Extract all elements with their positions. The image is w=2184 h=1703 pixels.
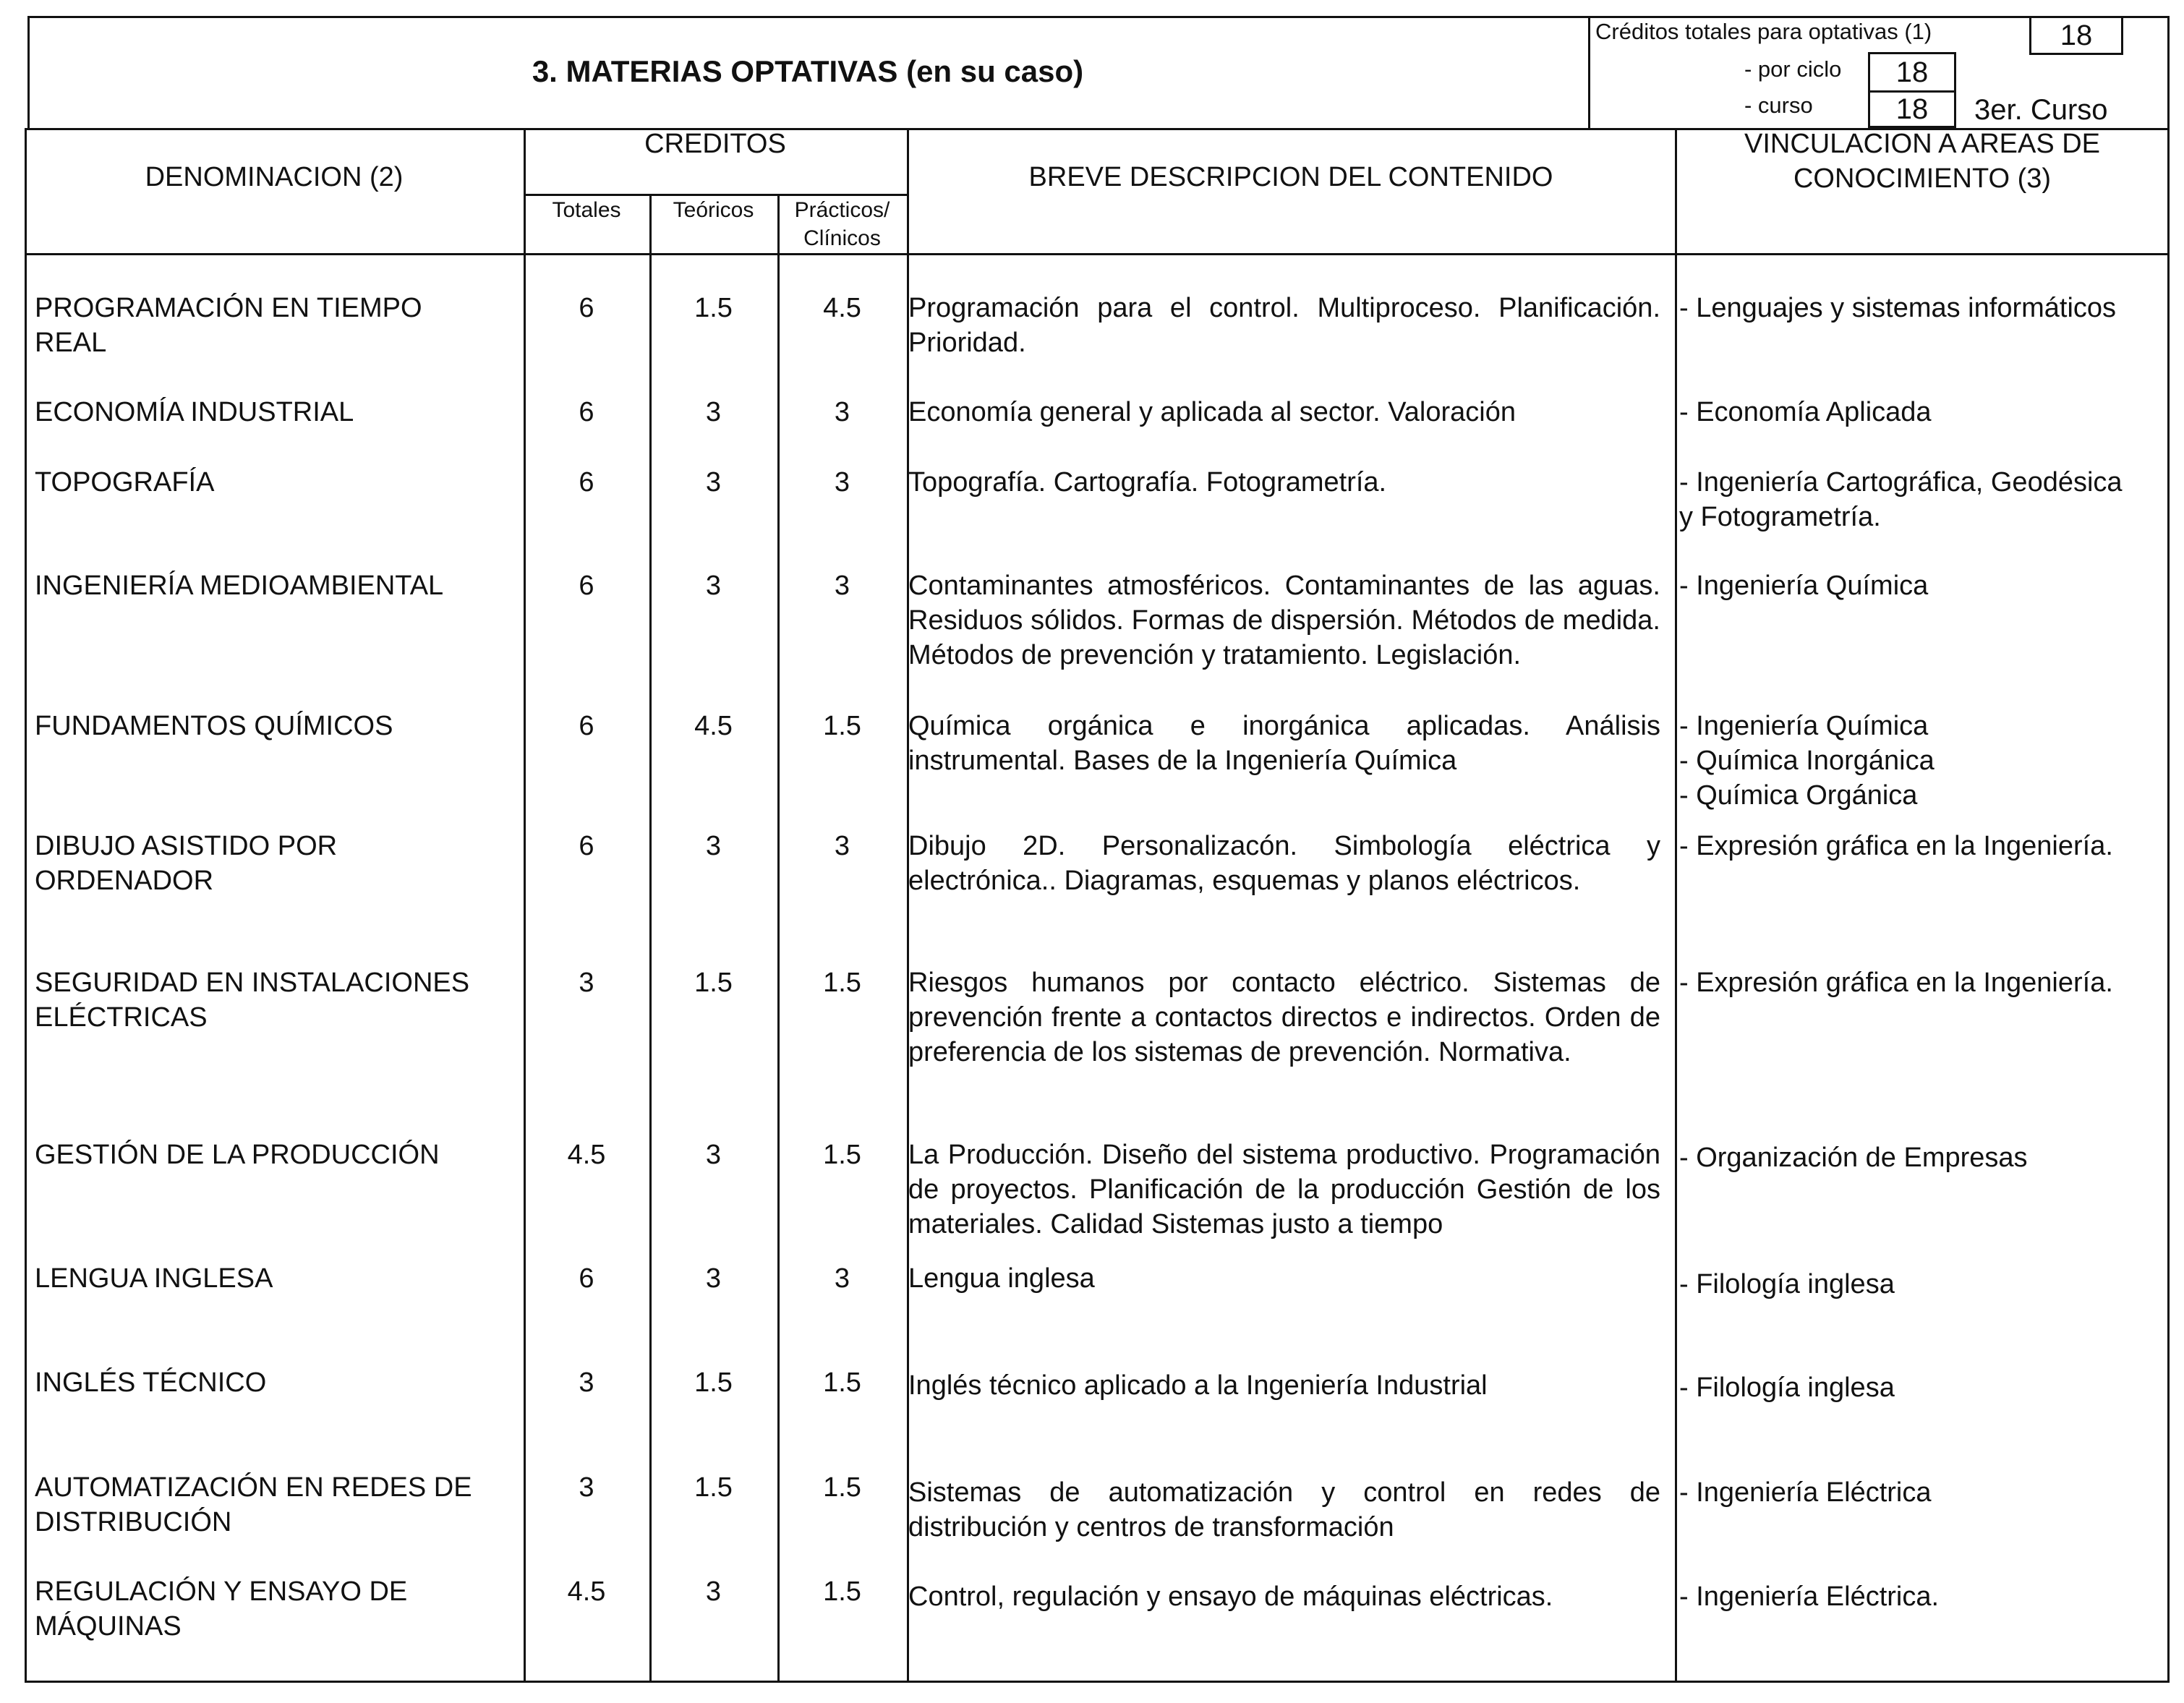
row-name: GESTIÓN DE LA PRODUCCIÓN [35,1140,440,1170]
creditos-totales-value: 18 [2029,16,2123,55]
row-descripcion: Programación para el control. Multiproceso. Planificación. Prioridad. [908,293,1660,358]
row-practicos: 1.5 [823,968,861,998]
col-header-creditos: CREDITOS [644,129,786,159]
row-name: ECONOMÍA INDUSTRIAL [35,397,354,427]
row-areas [1679,1370,2149,1405]
row-totales: 4.5 [567,1576,606,1607]
row-name: INGLÉS TÉCNICO [35,1367,267,1398]
area-item: - Filología inglesa [1679,1269,1895,1299]
row-totales: 6 [579,571,594,601]
header-divider [1588,16,1590,130]
row-descripcion: Control, regulación y ensayo de máquinas eléctricas. [908,1582,1553,1612]
row-descripcion: Topografía. Cartografía. Fotogrametría. [908,467,1387,498]
curso-label: - curso [1744,93,1813,118]
row-areas [1679,395,2149,430]
area-item: - Organización de Empresas [1679,1143,2028,1173]
row-teoricos: 1.5 [694,1367,733,1398]
col-header-denominacion: DENOMINACION (2) [145,162,404,192]
row-teoricos: 1.5 [694,968,733,998]
row-teoricos: 3 [705,1263,722,1294]
row-name: REGULACIÓN Y ENSAYO DE MÁQUINAS [35,1576,408,1642]
curso-value: 18 [1868,90,1956,128]
section-title: 3. MATERIAS OPTATIVAS (en su caso) [532,54,1084,88]
row-areas [1679,1140,2149,1175]
row-descripcion: Química orgánica e inorgánica aplicadas. Análisis instrumental. Bases de la Ingeniería Química [908,711,1660,776]
row-areas [1679,829,2149,863]
row-areas [1679,291,2149,325]
area-item: - Ingeniería Química [1679,571,1929,601]
col-line-descripcion [1675,128,1677,1683]
col-header-descripcion: BREVE DESCRIPCION DEL CONTENIDO [1028,162,1553,192]
row-teoricos: 3 [705,467,722,498]
table-frame [25,128,2170,1683]
row-name: PROGRAMACIÓN EN TIEMPO REAL [35,293,422,358]
col-header-totales: Totales [552,198,621,222]
area-item: - Expresión gráfica en la Ingeniería. [1679,968,2113,998]
row-totales: 6 [579,711,594,741]
row-descripcion: Lengua inglesa [908,1263,1095,1294]
row-practicos: 3 [834,831,850,861]
row-areas [1679,965,2149,1000]
row-teoricos: 3 [705,831,722,861]
row-teoricos: 3 [705,1140,722,1170]
curso-text: 3er. Curso [1974,94,2108,126]
por-ciclo-label: - por ciclo [1744,56,1842,82]
row-areas [1679,1475,2149,1510]
col-line-denominacion [524,128,526,1683]
row-areas [1679,1267,2149,1302]
row-teoricos: 1.5 [694,1472,733,1503]
row-teoricos: 3 [705,397,722,427]
por-ciclo-value: 18 [1868,52,1956,93]
row-totales: 6 [579,831,594,861]
col-header-vinculacion-1: VINCULACION A AREAS DE [1744,129,2101,159]
row-areas [1679,1579,2149,1614]
row-name: SEGURIDAD EN INSTALACIONES ELÉCTRICAS [35,968,470,1033]
row-teoricos: 1.5 [694,293,733,323]
col-header-vinculacion-2: CONOCIMIENTO (3) [1793,163,2052,194]
area-item: - Ingeniería Química [1679,711,1929,741]
row-descripcion: Economía general y aplicada al sector. Valoración [908,397,1517,427]
row-descripcion: La Producción. Diseño del sistema productivo. Programación de proyectos. Planificación de la producción Gestión de los materiales. Calidad Sistemas justo a tiempo [908,1140,1660,1239]
row-name: TOPOGRAFÍA [35,467,215,498]
row-descripcion: Contaminantes atmosféricos. Contaminantes de las aguas. Residuos sólidos. Formas de dispersión. Métodos de medida. Métodos de prevención y tratamiento. Legislación. [908,571,1660,670]
row-name: LENGUA INGLESA [35,1263,273,1294]
area-item: - Ingeniería Cartográfica, Geodésica [1679,467,2123,498]
row-totales: 3 [579,968,594,998]
area-item: - Economía Aplicada [1679,397,1932,427]
row-practicos: 1.5 [823,711,861,741]
row-areas [1679,465,2149,534]
row-totales: 6 [579,293,594,323]
row-descripcion: Sistemas de automatización y control en redes de distribución y centros de transformación [908,1477,1660,1542]
row-descripcion: Riesgos humanos por contacto eléctrico. Sistemas de prevención frente a contactos directos e indirectos. Orden de preferencia de los sistemas de prevención. Normativa. [908,968,1660,1067]
row-descripcion: Dibujo 2D. Personalizacón. Simbología eléctrica y electrónica.. Diagramas, esquemas y planos eléctricos. [908,831,1660,896]
area-item: - Ingeniería Eléctrica. [1679,1582,1940,1612]
row-areas [1679,709,2149,813]
column-header-bottom-line [25,253,2170,255]
area-item: - Expresión gráfica en la Ingeniería. [1679,831,2113,861]
col-header-practicos-2: Clínicos [803,226,881,250]
row-practicos: 1.5 [823,1576,861,1607]
col-header-teoricos: Teóricos [673,198,754,222]
row-practicos: 3 [834,467,850,498]
row-teoricos: 3 [705,1576,722,1607]
row-practicos: 1.5 [823,1367,861,1398]
row-totales: 6 [579,1263,594,1294]
creditos-subheader-line [524,194,907,196]
area-item: - Química Orgánica [1679,780,1918,811]
row-name: FUNDAMENTOS QUÍMICOS [35,711,393,741]
creditos-totales-label: Créditos totales para optativas (1) [1595,19,1932,44]
row-totales: 3 [579,1367,594,1398]
row-name: DIBUJO ASISTIDO POR ORDENADOR [35,831,338,896]
area-item: - Ingeniería Eléctrica [1679,1477,1932,1508]
area-item: y Fotogrametría. [1679,502,1881,532]
col-line-practicos [907,128,909,1683]
row-practicos: 3 [834,397,850,427]
row-totales: 6 [579,467,594,498]
row-practicos: 1.5 [823,1472,861,1503]
row-name: AUTOMATIZACIÓN EN REDES DE DISTRIBUCIÓN [35,1472,472,1537]
col-header-practicos-1: Prácticos/ [794,198,890,222]
row-totales: 4.5 [567,1140,606,1170]
row-practicos: 1.5 [823,1140,861,1170]
row-descripcion: Inglés técnico aplicado a la Ingeniería Industrial [908,1370,1488,1401]
row-areas [1679,568,2149,603]
row-totales: 3 [579,1472,594,1503]
row-practicos: 4.5 [823,293,861,323]
area-item: - Lenguajes y sistemas informáticos [1679,293,2117,323]
row-teoricos: 3 [705,571,722,601]
row-name: INGENIERÍA MEDIOAMBIENTAL [35,571,444,601]
area-item: - Química Inorgánica [1679,746,1935,776]
row-practicos: 3 [834,571,850,601]
area-item: - Filología inglesa [1679,1373,1895,1403]
row-teoricos: 4.5 [694,711,733,741]
row-totales: 6 [579,397,594,427]
row-practicos: 3 [834,1263,850,1294]
